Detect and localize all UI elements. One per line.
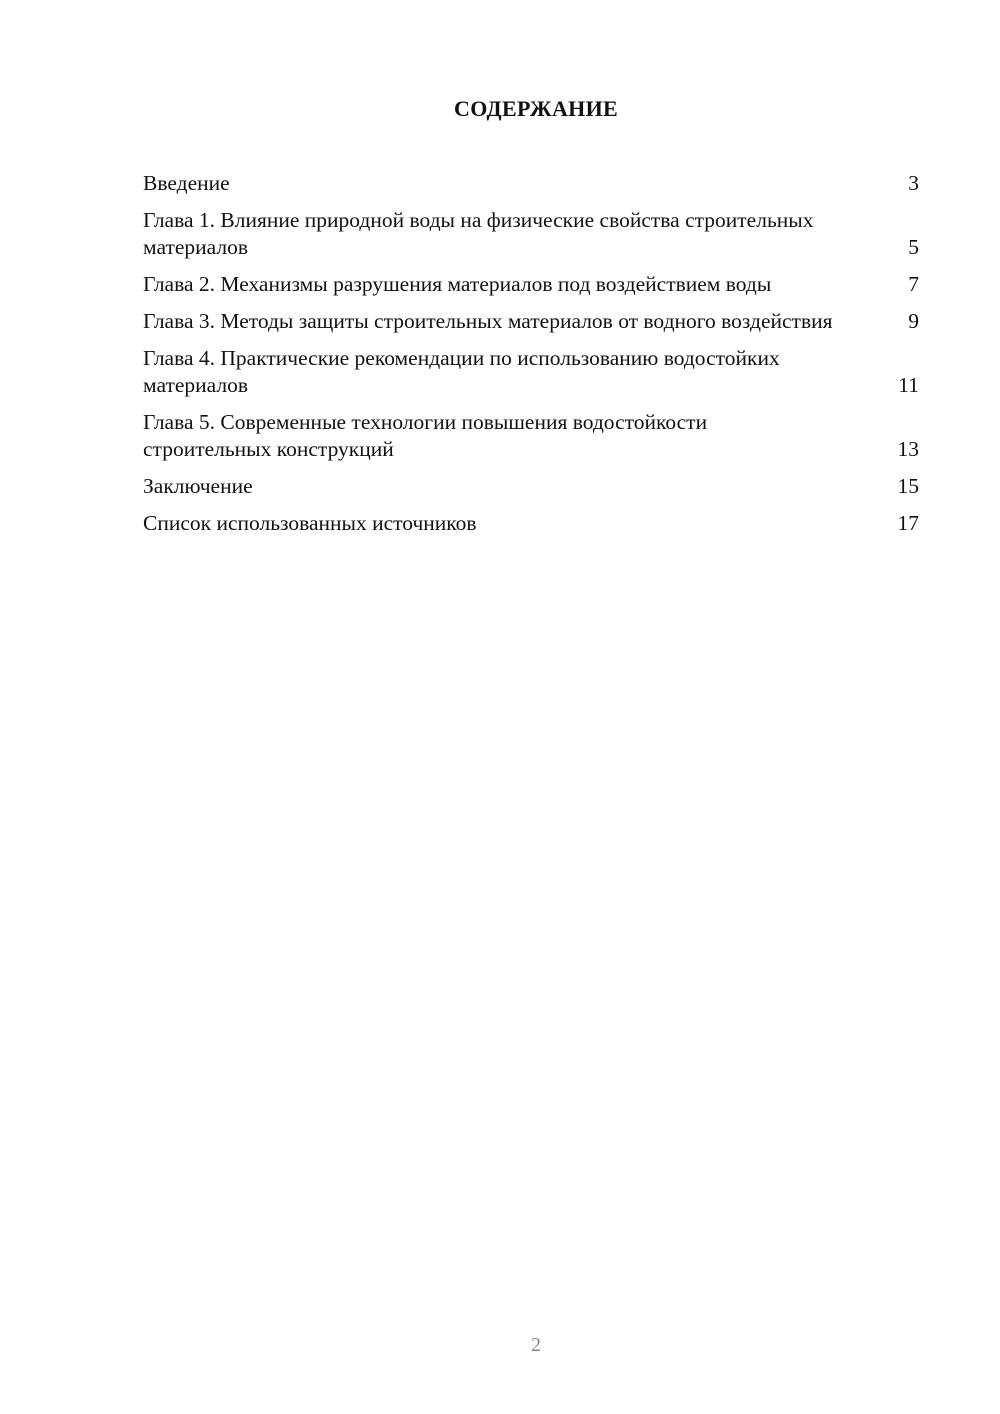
table-of-contents bbox=[143, 170, 919, 547]
toc-entry-page: 15 bbox=[897, 474, 919, 498]
toc-entry-introduction[interactable] bbox=[143, 170, 919, 197]
toc-entry-page: 17 bbox=[897, 511, 919, 535]
toc-entry-title: Глава 1. Влияние природной воды на физические свойства строительных материалов bbox=[143, 208, 814, 259]
toc-entry-title: Глава 4. Практические рекомендации по использованию водостойких материалов bbox=[143, 346, 780, 397]
toc-entry-page: 11 bbox=[898, 373, 919, 397]
toc-entry-chapter-1[interactable] bbox=[143, 207, 919, 261]
toc-entry-chapter-5[interactable] bbox=[143, 409, 919, 463]
toc-entry-title: Глава 3. Методы защиты строительных материалов от водного воздействия bbox=[143, 309, 833, 333]
toc-entry-title: Заключение bbox=[143, 474, 253, 498]
toc-entry-title: Глава 2. Механизмы разрушения материалов под воздействием воды bbox=[143, 272, 772, 296]
toc-entry-chapter-2[interactable] bbox=[143, 271, 919, 298]
toc-entry-chapter-4[interactable] bbox=[143, 345, 919, 399]
toc-entry-references[interactable] bbox=[143, 510, 919, 537]
toc-entry-title: Введение bbox=[143, 171, 230, 195]
toc-entry-title: Глава 5. Современные технологии повышения водостойкости строительных конструкций bbox=[143, 410, 708, 461]
toc-entry-title: Список использованных источников bbox=[143, 511, 477, 535]
toc-heading: СОДЕРЖАНИЕ bbox=[454, 96, 618, 121]
toc-entry-page: 3 bbox=[908, 171, 919, 195]
toc-entry-page: 7 bbox=[908, 272, 919, 296]
toc-entry-conclusion[interactable] bbox=[143, 473, 919, 500]
toc-entry-page: 5 bbox=[908, 235, 919, 259]
toc-entry-chapter-3[interactable] bbox=[143, 308, 919, 335]
page-number: 2 bbox=[531, 1334, 541, 1356]
toc-entry-page: 9 bbox=[908, 309, 919, 333]
toc-entry-page: 13 bbox=[897, 437, 919, 461]
